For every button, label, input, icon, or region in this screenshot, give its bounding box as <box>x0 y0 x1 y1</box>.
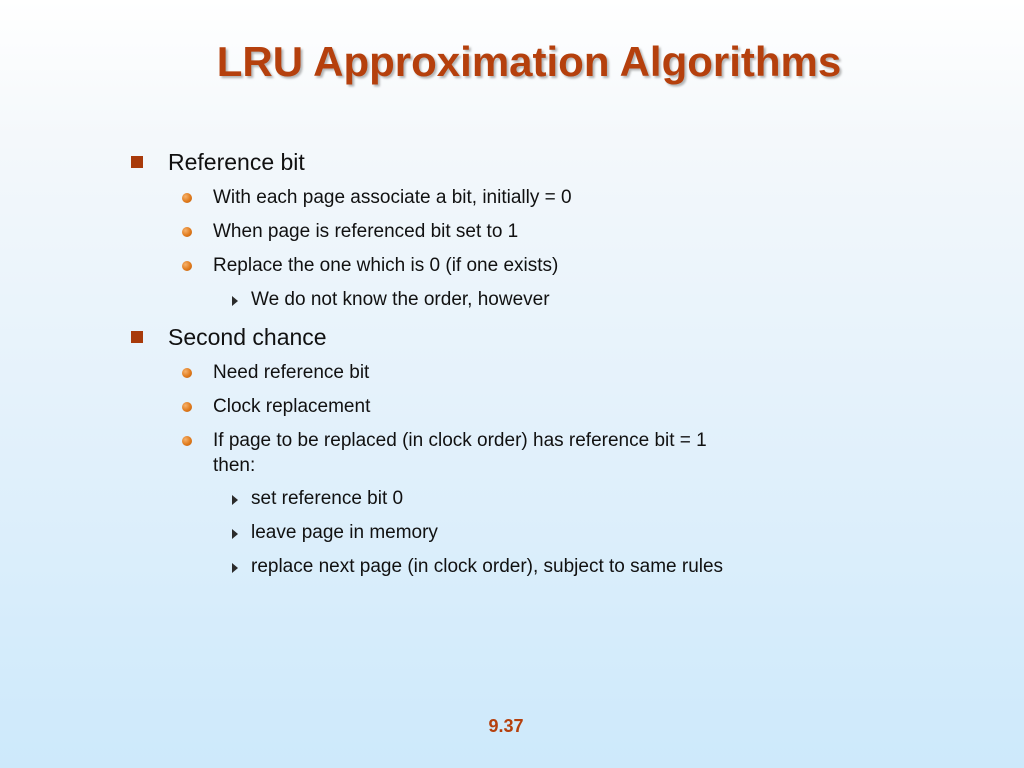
dot-bullet-icon <box>182 193 192 203</box>
bullet-item-level3: replace next page (in clock order), subject to same rules <box>251 556 724 577</box>
bullet-item-level2: If page to be replaced (in clock order) has reference bit = 1 <box>213 430 707 451</box>
dot-bullet-icon <box>182 368 192 378</box>
bullet-item-level3: We do not know the order, however <box>251 289 550 310</box>
arrow-bullet-icon <box>232 563 238 573</box>
bullet-item-level1: Second chance <box>168 324 327 350</box>
dot-bullet-icon <box>182 436 192 446</box>
square-bullet-icon <box>131 156 143 168</box>
bullet-item-level2: When page is referenced bit set to 1 <box>213 221 519 242</box>
bullet-item-level2: With each page associate a bit, initially = 0 <box>213 187 572 208</box>
arrow-bullet-icon <box>232 296 238 306</box>
arrow-bullet-icon <box>232 529 238 539</box>
arrow-bullet-icon <box>232 495 238 505</box>
dot-bullet-icon <box>182 261 192 271</box>
page-number: 9.37 <box>488 716 524 736</box>
bullet-item-level2: Clock replacement <box>213 396 371 417</box>
bullet-item-level2: Need reference bit <box>213 362 370 383</box>
bullet-item-level2: Replace the one which is 0 (if one exists) <box>213 255 559 276</box>
dot-bullet-icon <box>182 227 192 237</box>
bullet-item-level3: set reference bit 0 <box>251 488 404 509</box>
bullet-item-level3: leave page in memory <box>251 522 438 543</box>
slide-title: LRU Approximation Algorithms <box>216 38 842 85</box>
bullet-item-level2-continuation: then: <box>213 455 256 476</box>
dot-bullet-icon <box>182 402 192 412</box>
square-bullet-icon <box>131 331 143 343</box>
bullet-item-level1: Reference bit <box>168 149 305 175</box>
